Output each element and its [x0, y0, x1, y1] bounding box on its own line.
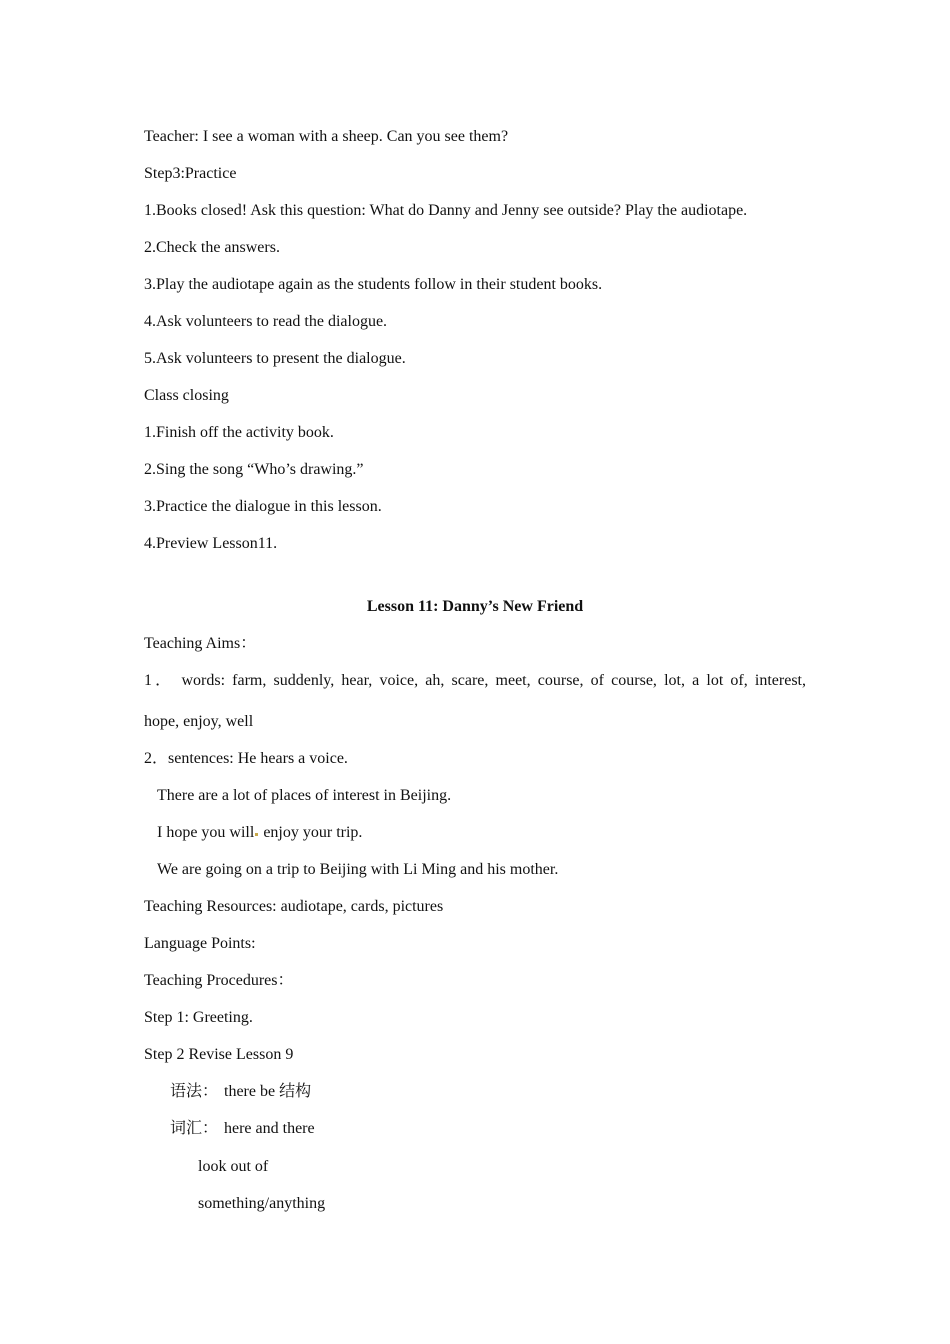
- practice-item: 1.Books closed! Ask this question: What do Danny and Jenny see outside? Play the audiotape.: [144, 202, 748, 219]
- class-closing-heading: Class closing: [144, 387, 229, 404]
- grammar-line: [170, 1082, 311, 1102]
- edit-mark-icon: [255, 833, 258, 836]
- practice-item: 3.Play the audiotape again as the students follow in their student books.: [144, 276, 603, 293]
- sentence-part: enjoy your trip.: [259, 824, 363, 841]
- aim-words-line1: 1． words: farm, suddenly, hear, voice, ah, scare, meet, course, of course, lot, a lot of, interest,: [144, 672, 807, 689]
- teacher-line: Teacher: I see a woman with a sheep. Can you see them?: [144, 128, 509, 145]
- language-points: Language Points:: [144, 935, 256, 952]
- teaching-resources: Teaching Resources: audiotape, cards, pictures: [144, 898, 444, 915]
- teaching-procedures-heading: Teaching Procedures：: [144, 972, 294, 989]
- practice-item: 4.Ask volunteers to read the dialogue.: [144, 313, 388, 330]
- vocab-value: here and there: [224, 1120, 315, 1137]
- closing-item: 2.Sing the song “Who’s drawing.”: [144, 461, 364, 478]
- sentence-example: There are a lot of places of interest in Beijing.: [157, 787, 452, 804]
- grammar-label: 语法：: [170, 1083, 219, 1100]
- vocab-item: look out of: [198, 1158, 269, 1175]
- practice-item: 5.Ask volunteers to present the dialogue.: [144, 350, 406, 367]
- teaching-aims-heading: Teaching Aims：: [144, 635, 257, 652]
- closing-item: 1.Finish off the activity book.: [144, 424, 334, 441]
- sentence-example: We are going on a trip to Beijing with Li Ming and his mother.: [157, 861, 559, 878]
- grammar-value: there be 结构: [224, 1083, 312, 1100]
- step3-heading: Step3:Practice: [144, 165, 237, 182]
- aim-sentences: 2．sentences: He hears a voice.: [144, 750, 348, 767]
- vocab-line: [170, 1119, 315, 1139]
- vocab-item: something/anything: [198, 1195, 326, 1212]
- aim-words-line2: hope, enjoy, well: [144, 713, 254, 730]
- closing-item: 4.Preview Lesson11.: [144, 535, 278, 552]
- closing-item: 3.Practice the dialogue in this lesson.: [144, 498, 382, 515]
- vocab-label: 词汇：: [170, 1120, 219, 1137]
- step1: Step 1: Greeting.: [144, 1009, 253, 1026]
- step2: Step 2 Revise Lesson 9: [144, 1046, 294, 1063]
- lesson-title: Lesson 11: Danny’s New Friend: [366, 598, 584, 615]
- sentence-example: [157, 823, 362, 843]
- practice-item: 2.Check the answers.: [144, 239, 280, 256]
- sentence-part: I hope you will: [157, 824, 255, 841]
